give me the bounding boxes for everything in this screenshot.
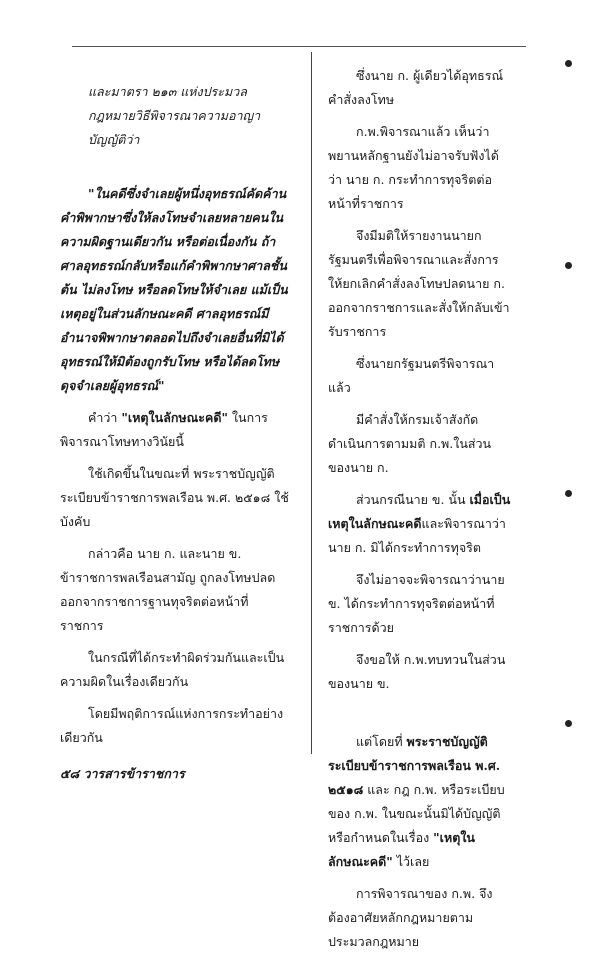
right-paragraph-4: ซึ่งนายกรัฐมนตรีพิจารณาแล้ว [328, 356, 495, 395]
right-paragraph-9 [328, 730, 512, 874]
term-paragraph [60, 406, 292, 454]
paragraph-4: ในกรณีที่ได้กระทำผิดร่วมกันและเป็นความผิดในเรื่องเดียวกัน [60, 650, 285, 689]
paragraph-3: กล่าวคือ นาย ก. และนาย ข. ข้าราชการพลเรือนสามัญ ถูกลงโทษปลดออกจากราชการฐานทุจริตต่อหน้าที่ราชการ [60, 546, 276, 633]
term-suffix: ในการพิจารณาโทษทางวินัยนี้ [60, 410, 268, 449]
term-highlight: "เหตุในลักษณะคดี" [121, 410, 228, 425]
column-divider [311, 52, 312, 754]
right-paragraph-3: จึงมีมติให้รายงานนายกรัฐมนตรีเพื่อพิจารณาและสั่งการให้ยกเลิกคำสั่งลงโทษปลดนาย ก. ออกจากราชการและสั่งให้กลับเข้ารับราชการ [328, 228, 510, 339]
r9-part-e: ไว้เลย [392, 854, 430, 869]
paragraph-2: ใช้เกิดขึ้นในขณะที่ พระราชบัญญัติระเบียบข้าราชการพลเรือน พ.ศ. ๒๕๑๘ ใช้บังคับ [60, 466, 289, 529]
binder-hole-2 [565, 262, 572, 269]
top-rule [72, 46, 526, 47]
right-paragraph-5: มีคำสั่งให้กรมเจ้าสังกัดดำเนินการตามมติ ก.พ.ในส่วนของนาย ก. [328, 412, 492, 475]
page-footer: ๕๘ วารสารข้าราชการ [60, 766, 185, 781]
right-paragraph-7: จึงไม่อาจจะพิจารณาว่านาย ข. ได้กระทำการทุจริตต่อหน้าที่ราชการด้วย [328, 572, 505, 635]
right-paragraph-1: ซึ่งนาย ก. ผู้เดียวได้อุทธรณ์คำสั่งลงโทษ [328, 68, 504, 107]
intro-line-2: กฎหมายวิธีพิจารณาความอาญา [88, 108, 261, 123]
binder-hole-3 [565, 490, 572, 497]
r9-part-a: แต่โดยที่ [356, 734, 407, 749]
right-paragraph-8: จึงขอให้ ก.พ.ทบทวนในส่วนของนาย ข. [328, 652, 506, 691]
binder-hole-1 [565, 60, 572, 67]
right-paragraph-6 [328, 488, 512, 560]
left-column [60, 80, 292, 758]
law-quote: "ในคดีซึ่งจำเลยผู้หนึ่งอุทธรณ์คัดค้านคำพิพากษาซึ่งให้ลงโทษจำเลยหลายคนในความผิดฐานเดียวกัน หรือต่อเนื่องกัน ถ้าศาลอุทธรณ์กลับหรือแก้คำพิพากษาศาลชั้นต้น ไม่ลงโทษ หรือลดโทษให้จำเลย แม้เป็นเหตุอยู่ในส่วนลักษณะคดี ศาลอุทธรณ์มีอำนาจพิพากษาตลอดไปถึงจำเลยอื่นที่มิได้อุทธรณ์ให้มิต้องถูกรับโทษ หรือได้ลดโทษดุจจำเลยผู้อุทธรณ์" [60, 186, 288, 393]
r6-part-c: และพิจารณาว่านาย ก. มิได้กระทำการทุจริต [328, 516, 506, 555]
r9-part-c: และ กฎ ก.พ. หรือระเบียบของ ก.พ. ในขณะนั้นมิได้บัญญัติหรือกำหนดในเรื่อง [328, 782, 505, 845]
r6-highlight: เมื่อเป็นเหตุในลักษณะคดี [328, 492, 511, 531]
intro-text [60, 80, 292, 152]
paragraph-5: โดยมีพฤติการณ์แห่งการกระทำอย่างเดียวกัน [60, 706, 284, 745]
intro-line-1: และมาตรา ๒๑๓ แห่งประมวล [88, 84, 247, 99]
r9-term-highlight: "เหตุในลักษณะคดี" [328, 830, 475, 869]
term-prefix: คำว่า [88, 410, 122, 425]
right-column [328, 64, 512, 962]
r9-act-name: พระราชบัญญัติระเบียบข้าราชการพลเรือน พ.ศ. ๒๕๑๘ [328, 734, 501, 797]
intro-line-3: บัญญัติว่า [88, 132, 140, 147]
binder-hole-4 [565, 720, 572, 727]
right-paragraph-2: ก.พ.พิจารณาแล้ว เห็นว่าพยานหลักฐานยังไม่อาจรับฟังได้ว่า นาย ก. กระทำการทุจริตต่อหน้าที่ราชการ [328, 124, 499, 211]
right-paragraph-10: การพิจารณาของ ก.พ. จึงต้องอาศัยหลักกฎหมายตามประมวลกฎหมาย [328, 886, 493, 949]
r6-part-a: ส่วนกรณีนาย ข. นั้น [356, 492, 470, 507]
